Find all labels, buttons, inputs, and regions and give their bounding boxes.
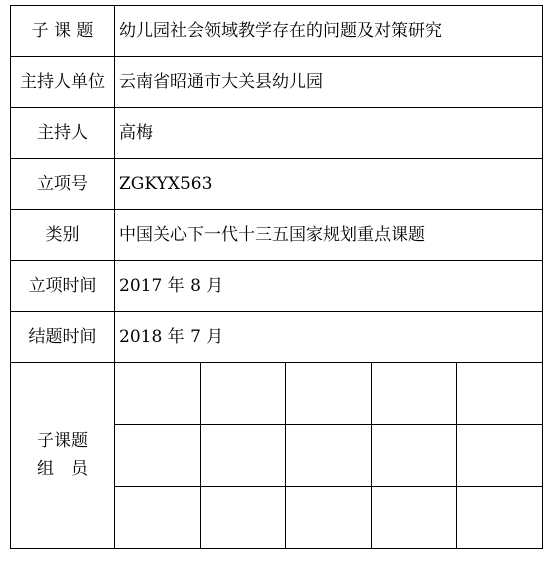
member-cell: [286, 363, 372, 425]
label-end-date: 结题时间: [11, 312, 115, 363]
member-cell: [115, 487, 201, 549]
member-cell: [200, 487, 286, 549]
row-host-unit: [11, 57, 543, 108]
project-info-form: [10, 5, 543, 565]
value-category: 中国关心下一代十三五国家规划重点课题: [115, 210, 543, 261]
member-cell: [200, 363, 286, 425]
member-cell: [200, 425, 286, 487]
members-row-1: [11, 363, 543, 425]
value-end-date: 2018 年 7 月: [115, 312, 543, 363]
member-cell: [371, 363, 457, 425]
member-cell: [115, 363, 201, 425]
row-category: [11, 210, 543, 261]
member-cell: [286, 487, 372, 549]
member-cell: [371, 487, 457, 549]
value-subject: 幼儿园社会领域教学存在的问题及对策研究: [115, 6, 543, 57]
member-cell: [286, 425, 372, 487]
label-members: [11, 363, 115, 549]
label-start-date: 立项时间: [11, 261, 115, 312]
member-cell: [457, 363, 543, 425]
label-subject: 子 课 题: [11, 6, 115, 57]
row-subject: [11, 6, 543, 57]
label-project-number: 立项号: [11, 159, 115, 210]
label-host-unit: 主持人单位: [11, 57, 115, 108]
member-cell: [457, 487, 543, 549]
row-host: [11, 108, 543, 159]
row-project-number: [11, 159, 543, 210]
value-host: 高梅: [115, 108, 543, 159]
label-members-line2: 组 员: [37, 458, 88, 479]
row-end-date: [11, 312, 543, 363]
member-cell: [371, 425, 457, 487]
row-start-date: [11, 261, 543, 312]
label-members-line1: 子课题: [37, 431, 88, 452]
member-cell: [457, 425, 543, 487]
value-project-number: ZGKYX563: [115, 159, 543, 210]
value-host-unit: 云南省昭通市大关县幼儿园: [115, 57, 543, 108]
member-cell: [115, 425, 201, 487]
label-host: 主持人: [11, 108, 115, 159]
project-info-table: [10, 5, 543, 549]
label-category: 类别: [11, 210, 115, 261]
value-start-date: 2017 年 8 月: [115, 261, 543, 312]
